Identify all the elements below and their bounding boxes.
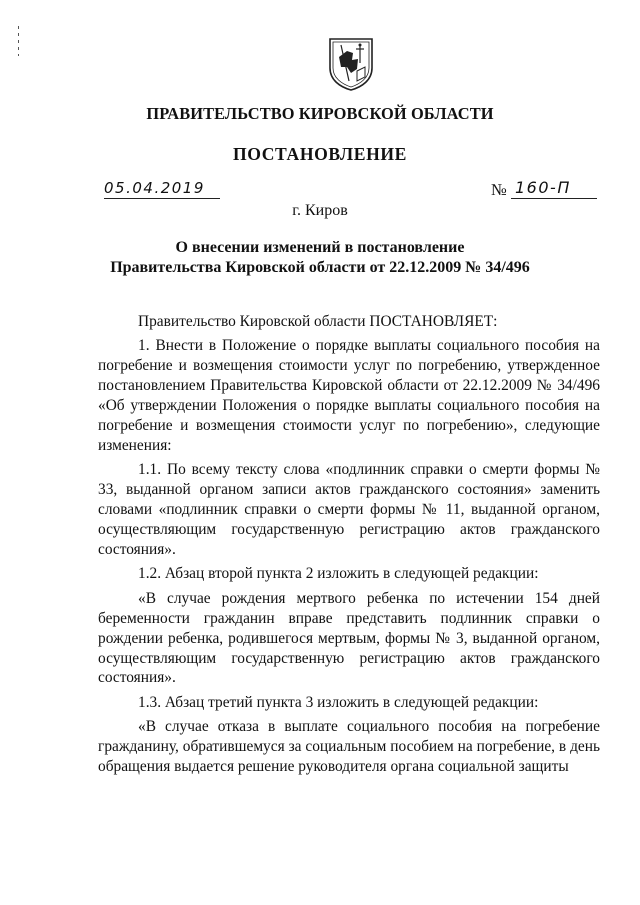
paragraph-1-2: 1.2. Абзац второй пункта 2 изложить в следующей редакции: — [138, 565, 539, 583]
document-title — [0, 238, 640, 278]
kirov-coat-of-arms-icon — [327, 37, 375, 91]
city: г. Киров — [292, 202, 348, 219]
paragraph-1: 1. Внести в Положение о порядке выплаты социального пособия на погребение и возмещения стоимости услуг по погребению, утвержденное постановлением Правительства Кировской области от 22.12.2009 № 34/496 «Об утверждении Положения о порядке выплаты социального пособия на погребение и возмещения стоимости услуг по погребению», следующие изменения: — [98, 337, 600, 454]
document-title-line-2: Правительства Кировской области от 22.12.2009 № 34/496 — [110, 259, 530, 276]
document-body — [98, 312, 600, 777]
paragraph-1-3-quote: «В случае отказа в выплате социального пособия на погребение гражданину, обратившемуся за социальным пособием на погребение, в день обращения выдается решение руководителя органа социальной защиты — [98, 718, 600, 776]
paragraph-1-3: 1.3. Абзац третий пункта 3 изложить в следующей редакции: — [138, 693, 539, 711]
paragraph-1-1: 1.1. По всему тексту слова «подлинник справки о смерти формы № 33, выданной органом записи актов гражданского состояния» заменить словами «подлинник справки о смерти формы № 11, выданной органом, осуществляющим государственную регистрацию актов гражданского состояния». — [98, 461, 600, 558]
document-title-line-1: О внесении изменений в постановление — [175, 239, 465, 256]
document-type: ПОСТАНОВЛЕНИЕ — [232, 144, 408, 164]
government-name: ПРАВИТЕЛЬСТВО КИРОВСКОЙ ОБЛАСТИ — [146, 104, 494, 123]
paragraph-preamble: Правительство Кировской области ПОСТАНОВЛЯЕТ: — [138, 313, 498, 330]
scan-mark — [17, 26, 20, 56]
document-number: 160-П — [511, 178, 597, 199]
paragraph-1-2-quote: «В случае рождения мертвого ребенка по истечении 154 дней беременности гражданин вправе представить подлинник справки о рождении ребенка, родившегося мертвым, формы № 3, выданной органом, осуществляющим государственную регистрацию актов гражданского состояния». — [98, 589, 600, 687]
document-date: 05.04.2019 — [104, 178, 220, 199]
number-label: № — [491, 180, 507, 199]
